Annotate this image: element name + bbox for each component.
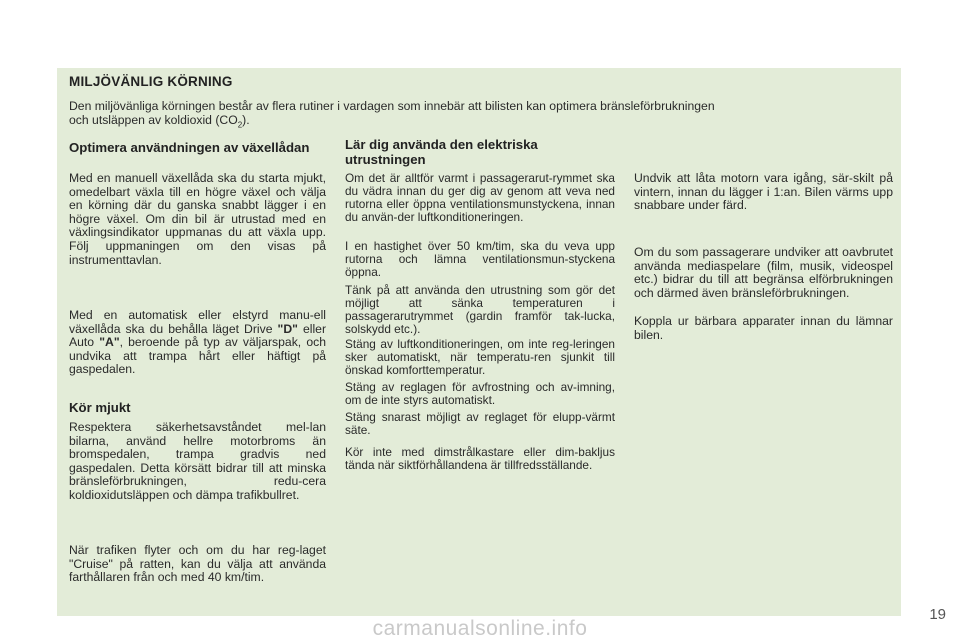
drive-mode-label: "D" [277, 321, 298, 336]
col1-paragraph-3: Respektera säkerhetsavståndet mel-lan bilarna, använd hellre motorbroms än bromspedalen, trampa gradvis ned gaspedalen. Detta körsätt bidrar till att minska bränsleförbrukningen, redu-cera koldioxidutsläppen och dämpa trafikbullret. [69, 420, 326, 502]
col1-paragraph-1: Med en manuell växellåda ska du starta mjukt, omedelbart växla till en högre växel och välja en körning där du ganska snabbt lägger i en högre växel. Om din bil är utrustad med en växlingsindikator uppmanas du att växla upp. Följ uppmaningen om den visas på instrumenttavlan. [69, 171, 326, 267]
col1-heading: Optimera användningen av växellådan [69, 140, 310, 155]
col2-paragraph-1: Om det är alltför varmt i passagerarut-rymmet ska du vädra innan du ger dig av genom att veva ned rutorna eller öppna ventilationsmunstyckena, innan du använ-der luftkonditioneringen. [345, 171, 615, 225]
col1-heading-2: Kör mjukt [69, 400, 131, 415]
page-title: MILJÖVÄNLIG KÖRNING [69, 74, 233, 89]
col2-heading: Lär dig använda den elektriska utrustningen [345, 137, 538, 167]
co2-subscript: 2 [237, 120, 243, 130]
watermark-text: carmanualsonline.info [372, 616, 588, 640]
col2-paragraph-4: Stäng av luftkonditioneringen, om inte reg-leringen sker automatiskt, när temperatu-ren sjunkit till önskad komforttemperatur. [345, 337, 615, 378]
col3-paragraph-1: Undvik att låta motorn vara igång, sär-skilt på vintern, innan du lägger i 1:an. Bilen värms upp snabbare under färd. [634, 171, 893, 213]
intro-paragraph [69, 99, 895, 132]
col3-paragraph-3: Koppla ur bärbara apparater innan du lämnar bilen. [634, 314, 893, 342]
intro-line-1: Den miljövänliga körningen består av flera rutiner i vardagen som innebär att bilisten kan optimera bränsleförbrukningen [69, 99, 715, 113]
intro-line-2-suffix: ). [242, 113, 250, 127]
page-number: 19 [929, 606, 946, 623]
col2-paragraph-3: Tänk på att använda den utrustning som gör det möjligt att sänka temperaturen i passagerarutrymmet (gardin framför tak-lucka, solskydd etc.). [345, 283, 615, 337]
col1-paragraph-4: När trafiken flyter och om du har reg-laget "Cruise" på ratten, kan du välja att använda farthållaren från och med 40 km/tim. [69, 543, 326, 585]
auto-mode-label: "A" [99, 335, 120, 350]
col2-paragraph-2: I en hastighet över 50 km/tim, ska du veva upp rutorna och lämna ventilationsmun-styckena öppna. [345, 239, 615, 280]
col2-paragraph-5: Stäng av reglagen för avfrostning och av-imning, om de inte styrs automatiskt. [345, 380, 615, 408]
col3-paragraph-2: Om du som passagerare undviker att oavbrutet använda mediaspelare (film, musik, videospel etc.) bidrar du till att begränsa elförbrukningen och därmed även bränsleförbrukningen. [634, 245, 893, 300]
col1-paragraph-2: Med en automatisk eller elstyrd manu-ell växellåda ska du behålla läget Drive "D" eller Auto "A", beroende på typ av väljarspak, och undvika att trampa hårt eller häftigt på gaspedalen. [69, 308, 326, 377]
col2-paragraph-6: Stäng snarast möjligt av reglaget för elupp-värmt säte. [345, 410, 615, 438]
col2-paragraph-7: Kör inte med dimstrålkastare eller dim-bakljus tända när siktförhållandena är tillfredsställande. [345, 445, 615, 473]
intro-line-2-prefix: och utsläppen av koldioxid (CO [69, 113, 238, 127]
